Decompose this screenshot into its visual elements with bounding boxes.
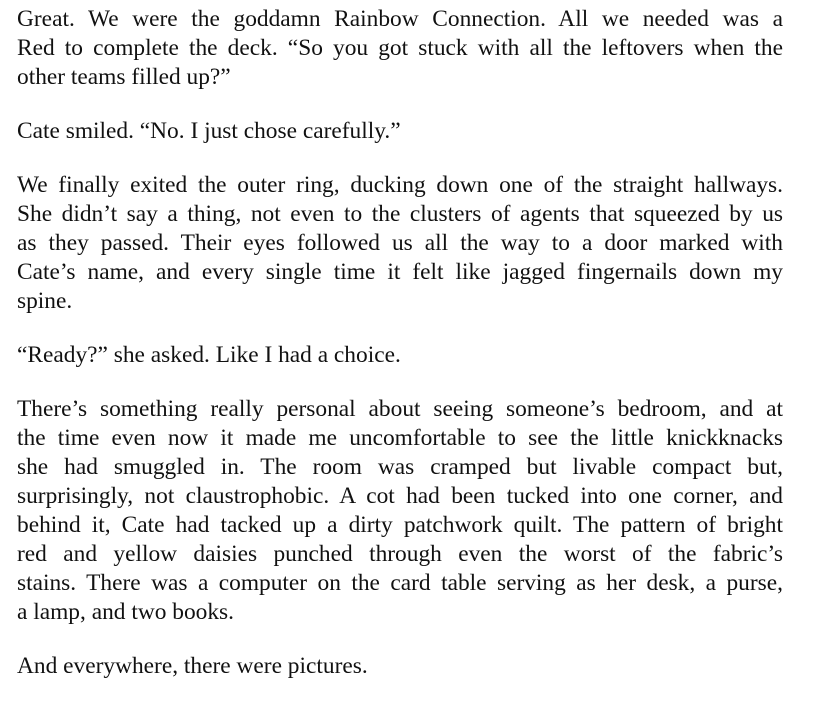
text-line: And everywhere, there were pictures. [17,653,368,679]
paragraph-3 [17,171,783,316]
text-line: Cate’s name, and every single time it felt like jagged fingernails down my [17,259,783,285]
text-line: There’s something really personal about seeing someone’s bedroom, and at [17,396,783,422]
text-line: red and yellow daisies punched through even the worst of the fabric’s [17,541,783,567]
text-line: surprisingly, not claustrophobic. A cot had been tucked into one corner, and [17,483,783,509]
text-line: We finally exited the outer ring, ducking down one of the straight hallways. [17,172,783,198]
text-line: “Ready?” she asked. Like I had a choice. [17,342,401,368]
text-line: a lamp, and two books. [17,599,234,625]
text-line: stains. There was a computer on the card table serving as her desk, a purse, [17,570,783,596]
text-line: Red to complete the deck. “So you got stuck with all the leftovers when the [17,35,783,61]
text-line: behind it, Cate had tacked up a dirty patchwork quilt. The pattern of bright [17,512,783,538]
text-line: She didn’t say a thing, not even to the clusters of agents that squeezed by us [17,201,783,227]
paragraph-4 [17,341,783,370]
text-line: spine. [17,288,73,314]
paragraph-2 [17,117,783,146]
text-line: other teams filled up?” [17,64,231,90]
document-page [17,5,783,706]
paragraph-1 [17,5,783,92]
text-line: as they passed. Their eyes followed us all the way to a door marked with [17,230,783,256]
text-line: she had smuggled in. The room was cramped but livable compact but, [17,454,783,480]
text-line: Great. We were the goddamn Rainbow Connection. All we needed was a [17,6,783,32]
paragraph-5 [17,395,783,627]
text-line: the time even now it made me uncomfortable to see the little knickknacks [17,425,783,451]
paragraph-6 [17,652,783,681]
text-line: Cate smiled. “No. I just chose carefully.” [17,118,401,144]
